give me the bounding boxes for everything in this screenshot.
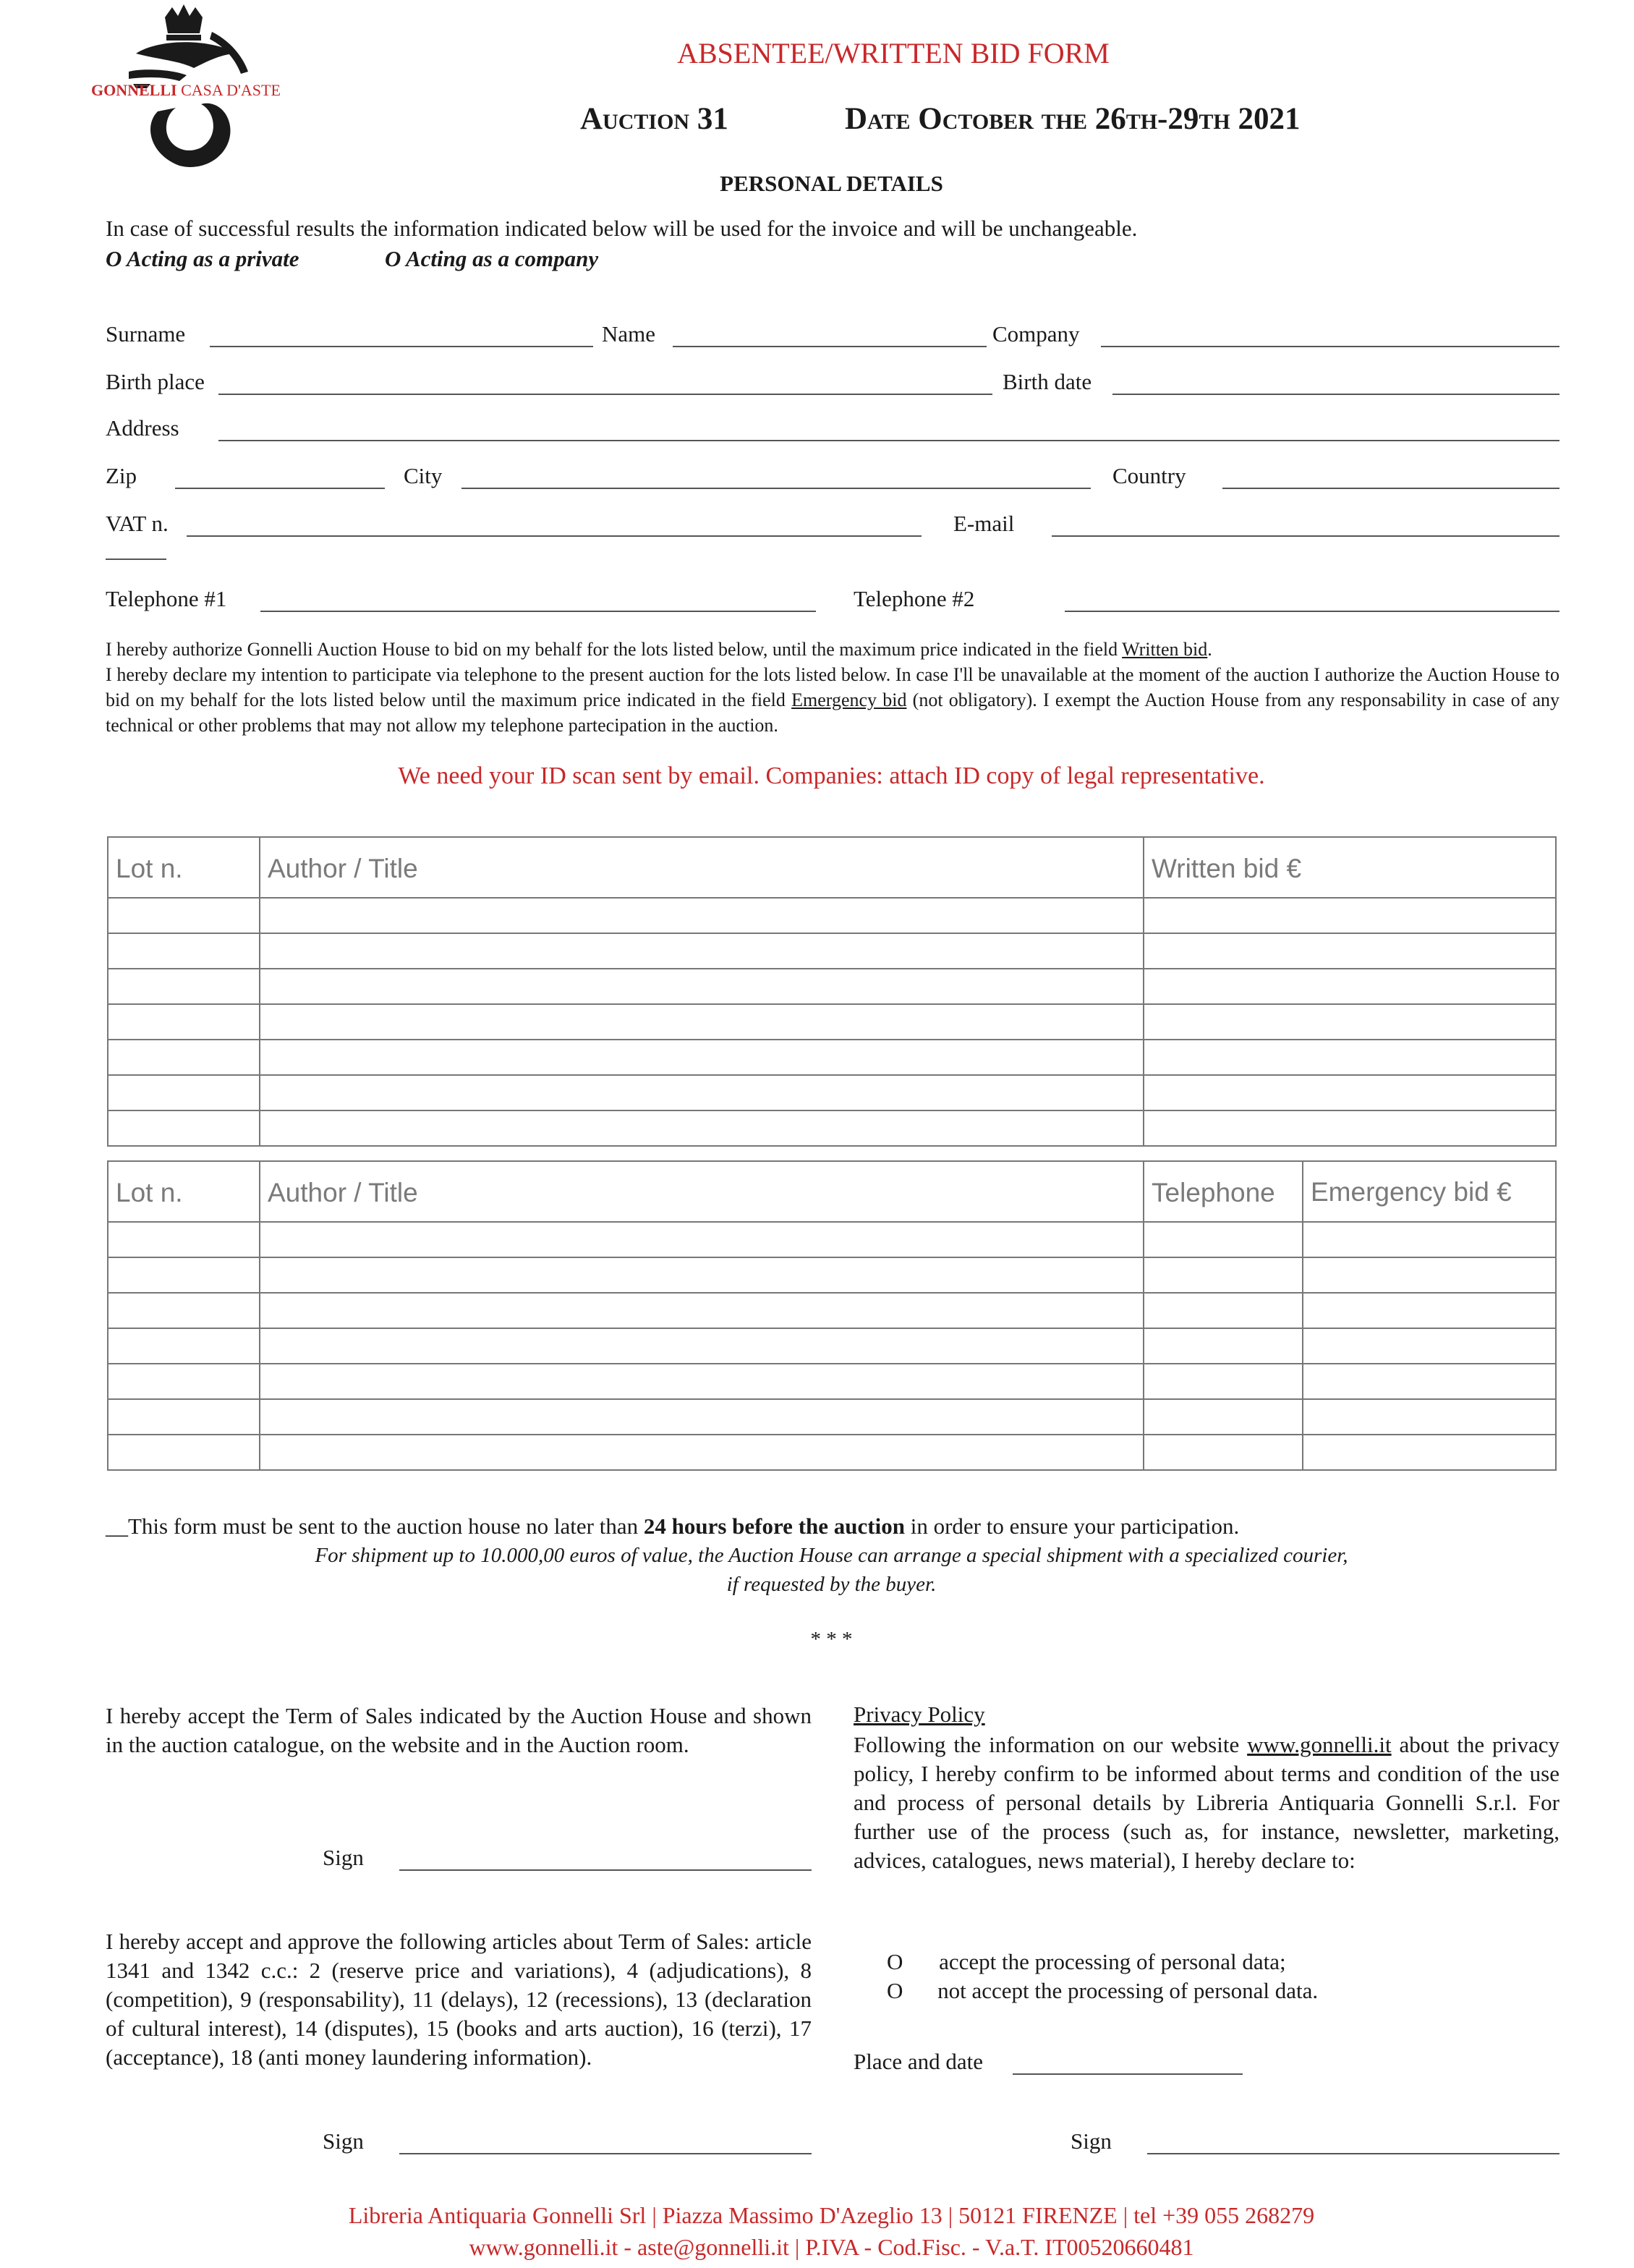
written-bid-ref: Written bid [1122,639,1208,660]
table-cell[interactable] [108,1222,260,1257]
table-header-row [108,837,1556,898]
col-emergency-bid: Emergency bid € [1303,1161,1556,1222]
table-cell[interactable] [108,1004,260,1040]
table-cell[interactable] [1303,1257,1556,1293]
place-date-label: Place and date [854,2049,984,2074]
table-cell[interactable] [1303,1293,1556,1328]
table-cell[interactable] [1144,1399,1303,1435]
table-cell[interactable] [108,1399,260,1435]
shipping-line1 [106,1513,1239,1539]
table-cell[interactable] [1144,1257,1303,1293]
email-label: E-mail [953,511,1015,536]
birthdate-field[interactable] [1112,394,1559,395]
table-cell[interactable] [1144,1222,1303,1257]
table-cell[interactable] [1144,1435,1303,1470]
table-cell[interactable] [1303,1222,1556,1257]
table-cell[interactable] [1144,1110,1556,1146]
place-date-field[interactable] [1013,2073,1243,2075]
zip-label: Zip [106,463,137,488]
table-cell[interactable] [1303,1328,1556,1364]
telephone2-label: Telephone #2 [854,586,975,611]
company-label: Company [992,321,1080,347]
privacy-sign-label: Sign [1071,2128,1112,2154]
col-author-title: Author / Title [260,837,1144,898]
shipping-line3: if requested by the buyer. [726,1573,937,1596]
table-row [108,1110,1556,1146]
table-cell[interactable] [1303,1364,1556,1399]
shipping-line2: For shipment up to 10.000,00 euros of value, the Auction House can arrange a special shipment with a specialized courier, [315,1544,1348,1567]
birthdate-label: Birth date [1003,369,1092,394]
name-label: Name [602,321,656,347]
country-field[interactable] [1222,488,1559,489]
vat-label: VAT n. [106,511,169,536]
table-cell[interactable] [1144,1040,1556,1075]
table-cell[interactable] [1144,1293,1303,1328]
table-cell[interactable] [260,1110,1144,1146]
shipping-line1-pre: __This form must be sent to the auction house no later than [106,1513,644,1539]
table-cell[interactable] [108,1075,260,1110]
telephone-bid-table [107,1160,1557,1471]
table-cell[interactable] [108,1364,260,1399]
terms-articles-text: I hereby accept and approve the following articles about Term of Sales: article 1341 and 1342 c.c.: 2 (reserve price and variations), 4 (adjudications), 8 (competition), 9 (responsability), 11 (delays), 12 (recessions), 13 (declaration of cultural interest), 14 (disputes), 15 (books and arts auction), 16 (terzi), 17 (acceptance), 18 (anti money laundering information). [106,1929,812,2070]
radio-circle-icon[interactable]: O [887,1978,903,2003]
table-cell[interactable] [108,1328,260,1364]
terms-accept-text: I hereby accept the Term of Sales indicated by the Auction House and shown in the auction catalogue, on the website and in the Auction room. [106,1703,812,1757]
table-cell[interactable] [1144,1328,1303,1364]
zip-field[interactable] [175,488,385,489]
table-cell[interactable] [108,1293,260,1328]
city-field[interactable] [461,488,1091,489]
accept-label: accept the processing of personal data; [939,1949,1286,1974]
table-cell[interactable] [1144,1004,1556,1040]
table-row [108,1222,1556,1257]
separator: * * * [810,1628,853,1651]
table-cell[interactable] [108,969,260,1004]
table-row [108,1364,1556,1399]
privacy-option-accept[interactable] [887,1949,1286,1975]
brand-subname: CASA D'ASTE [181,81,281,99]
telephone2-field[interactable] [1065,611,1559,612]
address-field[interactable] [218,440,1559,441]
option-private[interactable]: O Acting as a private [106,246,299,271]
table-row [108,933,1556,969]
table-cell[interactable] [108,898,260,933]
table-cell[interactable] [1303,1399,1556,1435]
footer-address: Libreria Antiquaria Gonnelli Srl | Piazza Massimo D'Azeglio 13 | 50121 FIRENZE | tel +39 055 268279 [348,2202,1315,2228]
telephone1-field[interactable] [260,611,816,612]
table-row [108,898,1556,933]
authorization-text [106,637,1559,738]
table-row [108,1004,1556,1040]
table-cell[interactable] [260,1222,1144,1257]
shipping-line1-post: in order to ensure your participation. [904,1513,1240,1539]
id-notice: We need your ID scan sent by email. Companies: attach ID copy of legal representative. [398,763,1265,789]
table-cell[interactable] [1303,1435,1556,1470]
table-cell[interactable] [1144,933,1556,969]
table-cell[interactable] [260,1293,1144,1328]
table-cell[interactable] [108,1257,260,1293]
table-cell[interactable] [260,898,1144,933]
footer-contacts: www.gonnelli.it - aste@gonnelli.it | P.IVA - Cod.Fisc. - V.a.T. IT00520660481 [469,2234,1194,2260]
col-telephone: Telephone [1144,1161,1303,1222]
table-row [108,1399,1556,1435]
terms-sign-label: Sign [323,1845,364,1870]
table-cell[interactable] [260,969,1144,1004]
table-row [108,1257,1556,1293]
privacy-text [854,1730,1559,1875]
terms-sign-field[interactable] [399,1869,812,1871]
authorization-line2: I hereby declare my intention to participate via telephone to the present auction for the lots listed below. In case I'll be unavailable at the moment of the auction I authorize the Auction House to bid on my behalf for the lots listed below until the maximum price indicated in the field [106,664,1559,710]
col-author-title: Author / Title [260,1161,1144,1222]
privacy-sign-field[interactable] [1147,2153,1559,2154]
surname-label: Surname [106,321,186,347]
radio-circle-icon[interactable]: O [887,1949,903,1974]
table-cell[interactable] [260,1257,1144,1293]
form-title: ABSENTEE/WRITTEN BID FORM [677,37,1110,69]
privacy-text-pre: Following the information on our website [854,1732,1248,1757]
table-row [108,1293,1556,1328]
col-written-bid: Written bid € [1144,837,1556,898]
col-lot: Lot n. [108,837,260,898]
table-cell[interactable] [260,1075,1144,1110]
table-cell[interactable] [260,1040,1144,1075]
table-cell[interactable] [1144,1364,1303,1399]
table-row [108,1435,1556,1470]
authorization-line2-end: (not obligatory). I exempt the Auction House from any responsability in case of any technical or other problems that may not allow my telephone partecipation in the auction. [106,689,1560,736]
auction-label: Auction 31 [580,102,728,136]
table-cell[interactable] [260,933,1144,969]
table-row [108,969,1556,1004]
table-cell[interactable] [108,1110,260,1146]
address-label: Address [106,415,179,441]
shipping-deadline: 24 hours before the auction [643,1513,905,1539]
personal-intro: In case of successful results the information indicated below will be used for the invoice and will be unchangeable. [106,216,1138,241]
table-row [108,1040,1556,1075]
table-cell[interactable] [108,1435,260,1470]
authorization-line1-end: . [1207,639,1212,660]
written-bid-table [107,836,1557,1147]
table-cell[interactable] [260,1399,1144,1435]
country-label: Country [1112,463,1186,488]
privacy-title: Privacy Policy [854,1702,985,1727]
table-row [108,1328,1556,1364]
table-cell[interactable] [260,1004,1144,1040]
birthplace-label: Birth place [106,369,205,394]
authorization-line1: I hereby authorize Gonnelli Auction House to bid on my behalf for the lots listed below, until the maximum price indicated in the field [106,639,1123,660]
vat-overflow-line [106,558,166,560]
option-company[interactable]: O Acting as a company [385,246,599,271]
logo [85,3,288,177]
date-label: Date October the 26th-29th 2021 [845,102,1301,136]
emergency-bid-ref: Emergency bid [791,689,907,710]
table-cell[interactable] [1144,1075,1556,1110]
table-cell[interactable] [1144,898,1556,933]
table-cell[interactable] [1144,969,1556,1004]
table-cell[interactable] [260,1328,1144,1364]
reject-label: not accept the processing of personal data. [937,1978,1319,2003]
company-field[interactable] [1101,346,1559,347]
privacy-option-reject[interactable] [887,1978,1318,2004]
articles-sign-label: Sign [323,2128,364,2154]
table-row [108,1075,1556,1110]
table-cell[interactable] [260,1364,1144,1399]
vat-field[interactable] [187,535,922,537]
email-field[interactable] [1052,535,1559,537]
telephone1-label: Telephone #1 [106,586,227,611]
table-cell[interactable] [108,1040,260,1075]
birthplace-field[interactable] [218,394,992,395]
brand-name: GONNELLI [91,81,177,99]
website-link[interactable]: www.gonnelli.it [1247,1732,1392,1757]
articles-sign-field[interactable] [399,2153,812,2154]
col-lot: Lot n. [108,1161,260,1222]
city-label: City [404,463,443,488]
table-cell[interactable] [108,933,260,969]
surname-field[interactable] [210,346,593,347]
personal-details-heading: PERSONAL DETAILS [720,171,943,196]
privacy-text-post: about the privacy policy, I hereby confirm to be informed about terms and condition of the use and process of personal details by Libreria Antiquaria Gonnelli S.r.l. For further use of the process (such as, for instance, newsletter, marketing, advices, catalogues, news material), I hereby declare to: [854,1732,1560,1873]
name-field[interactable] [673,346,987,347]
table-header-row [108,1161,1556,1222]
table-cell[interactable] [260,1435,1144,1470]
